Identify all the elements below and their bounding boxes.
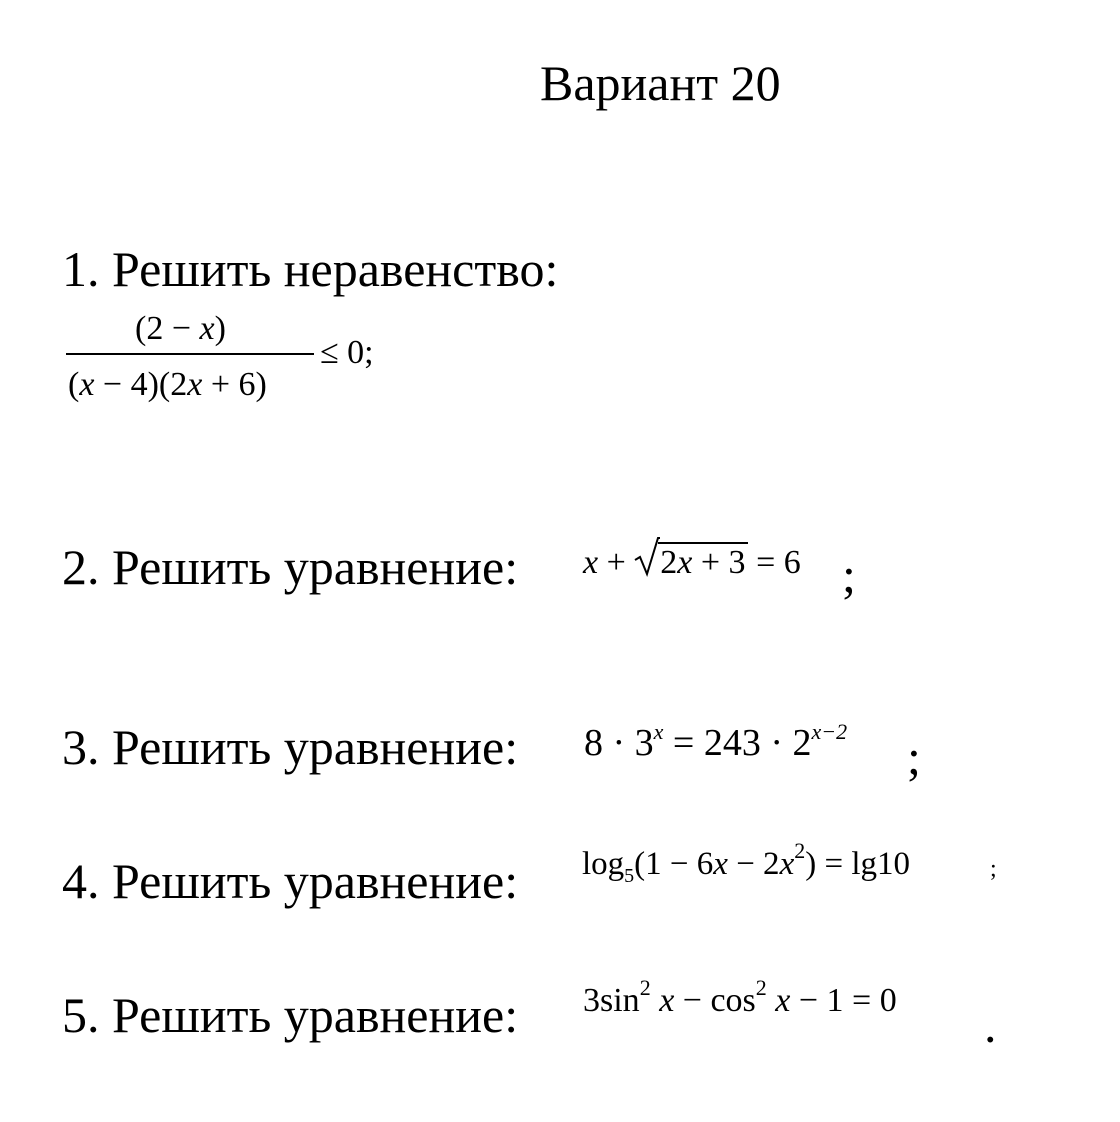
- task-1-rhs: ≤ 0;: [320, 334, 374, 371]
- fraction-bar: [66, 353, 314, 355]
- task-4-end: ;: [990, 856, 997, 882]
- page-title: Вариант 20: [540, 55, 781, 111]
- task-3-label: 3. Решить уравнение:: [62, 719, 519, 775]
- task-2-end: ;: [842, 547, 856, 603]
- square-root: 2x + 3: [634, 542, 747, 580]
- task-2-label: 2. Решить уравнение:: [62, 539, 519, 595]
- task-5-equation: $3\sin^2$ $x - \cos^2 x - 1 = 0$: [583, 975, 897, 1019]
- task-4-equation: $\log_5(1 - 6x - 2x^2) = \lg 10$: [582, 838, 910, 887]
- task-1-numerator: (2 − x): [135, 310, 226, 347]
- task-1-label: 1. Решить неравенство:: [62, 241, 559, 297]
- task-3-end: ;: [907, 729, 921, 785]
- task-5-label: 5. Решить уравнение:: [62, 987, 519, 1043]
- task-4-label: 4. Решить уравнение:: [62, 853, 519, 909]
- task-1-denominator: (x − 4)(2x + 6): [68, 366, 267, 403]
- task-3-equation: $8 \cdot 3^x = 243 \cdot 2^{x-2}$: [584, 719, 848, 764]
- task-2-equation: x + 2x + 3 = 6: [583, 542, 801, 580]
- radical-sign: [634, 536, 660, 578]
- task-5-end: .: [984, 997, 997, 1053]
